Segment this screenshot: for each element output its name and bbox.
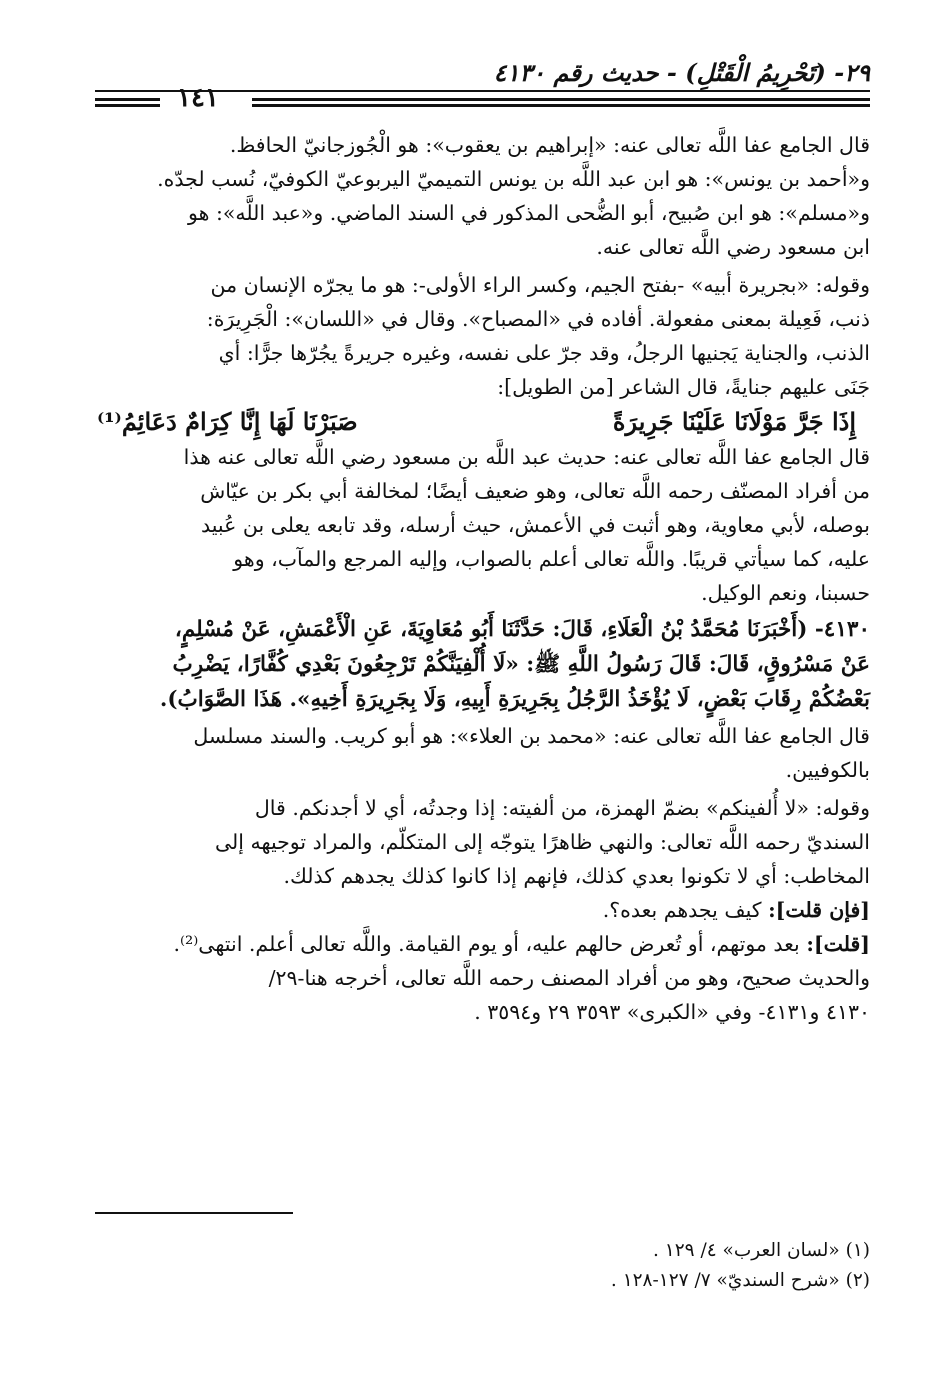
commentary-paragraph-6 [95,961,870,1029]
question-label: [فإن قلت]: [768,898,870,922]
answer-text: بعد موتهم، أو تُعرض حالهم عليه، أو يوم القيامة. واللَّه تعالى أعلم. انتهى⁽²⁾. [173,932,800,956]
text-line: المخاطب: أي لا تكونوا بعدي كذلك، فإنهم إذا كانوا كذلك يجدهم كذلك. [283,864,870,888]
book-page [95,50,870,1350]
text-line: وقوله: «لا أُلفينكم» بضمّ الهمزة، من ألفيته: إذا وجدتُه، أي لا أجدنكم. قال [254,796,870,820]
text-line: حسبنا، ونعم الوكيل. [701,581,870,605]
text-line: ابن مسعود رضي اللَّه تعالى عنه. [596,235,870,259]
answer-line [95,927,870,961]
text-line: و«مسلم»: هو ابن صُبيح، أبو الضُّحى المذكور في السند الماضي. و«عبد اللَّه»: هو [188,201,870,225]
text-line: قال الجامع عفا اللَّه تعالى عنه: «إبراهيم بن يعقوب»: هو الْجُوزجانيّ الحافظ. [229,133,870,157]
text-line: وقوله: «بجريرة أبيه» -بفتح الجيم، وكسر الراء الأولى-: هو ما يجرّه الإنسان من [210,273,870,297]
text-line: الذنب، والجناية يَجنيها الرجلُ، وقد جرّ على نفسه، وغيره جريرةً يجُرّها جرًّا: أي [218,341,870,365]
header-rule-left [95,98,160,101]
text-line: بوصله، لأبي معاوية، وهو أثبت في الأعمش، حيث أرسله، وقد تابعه يعلى بن عُبيد [200,513,870,537]
header-rule-right [252,98,870,101]
commentary-paragraph-1 [95,128,870,264]
text-line: بالكوفيين. [785,758,870,782]
text-line: عليه، كما سيأتي قريبًا. واللَّه تعالى أعلم بالصواب، وإليه المرجع والمآب، وهو [233,547,870,571]
page-number: ١٤١ [177,83,219,113]
text-line: ٤١٣٠ و٤١٣١- وفي «الكبرى» ٣٥٩٣ ٢٩ و٣٥٩٤ . [474,1000,870,1024]
footnote-2: (٢) «شرح السنديّ» ٧/ ١٢٧-١٢٨ . [610,1270,870,1291]
commentary-paragraph-3 [95,440,870,610]
text-line: قال الجامع عفا اللَّه تعالى عنه: حديث عبد اللَّه بن مسعود رضي اللَّه تعالى عنه هذا [183,445,870,469]
chapter-title: ٢٩- (تَحْرِيمُ الْقَتْلِ) - حديث رقم ٤١٣٠ [493,58,870,87]
answer-label: [قلت]: [806,932,870,956]
text-line: والحديث صحيح، وهو من أفراد المصنف رحمه اللَّه تعالى، أخرجه هنا-٢٩/ [268,966,870,990]
hadith-text [95,612,870,717]
commentary-paragraph-4 [95,719,870,787]
text-line: جَنَى عليهم جنايةً، قال الشاعر [من الطويل]: [497,375,870,399]
text-line: السنديّ رحمه اللَّه تعالى: والنهي ظاهرًا يتوجّه إلى المتكلّم، والمراد توجيهه إلى [214,830,870,854]
text-line: من أفراد المصنّف رحمه اللَّه تعالى، وهو ضعيف أيضًا؛ لمخالفة أبي بكر بن عيّاش [200,479,870,503]
footnote-separator [95,1212,293,1214]
hadith-line: ٤١٣٠- (أَخْبَرَنَا مُحَمَّدُ بْنُ الْعَلَاءِ، قَالَ: حَدَّثَنَا أَبُو مُعَاوِيَةَ، عَنِ الْأَعْمَشِ، عَنْ مُسْلِمٍ، [174,617,870,642]
footnotes [95,1236,870,1296]
header-double-rule [95,83,870,113]
hadith-line: عَنْ مَسْرُوقٍ، قَالَ: قَالَ رَسُولُ اللَّهِ ﷺ: «لَا أُلْفِيَنَّكُمْ تَرْجِعُونَ بَعْدِي كُفَّارًا، يَضْرِبُ [172,652,870,677]
question-text: كيف يجدهم بعده؟. [602,898,762,922]
footnote-1: (١) «لسان العرب» ٤/ ١٢٩ . [653,1240,870,1261]
page-body [95,128,870,1029]
text-line: قال الجامع عفا اللَّه تعالى عنه: «محمد بن العلاء»: هو أبو كريب. والسند مسلسل [193,724,870,748]
verse-second-hemistich: صَبَرْنَا لَهَا إِنَّا كِرَامٌ دَعَائِمُ⁽¹⁾ [97,407,358,436]
poetry-verse [95,404,870,440]
question-line [95,893,870,927]
verse-first-hemistich: إِذَا جَرَّ مَوْلَانَا عَلَيْنَا جَرِيرَةً [612,407,856,436]
commentary-paragraph-2 [95,268,870,404]
commentary-paragraph-5 [95,791,870,893]
hadith-line: بَعْضُكُمْ رِقَابَ بَعْضٍ، لَا يُؤْخَذُ الرَّجُلُ بِجَرِيرَةِ أَبِيهِ، وَلَا بِجَرِيرَةِ أَخِيهِ». هَذَا الصَّوَابُ). [159,687,870,712]
text-line: ذنب، فَعِيلة بمعنى مفعولة. أفاده في «المصباح». وقال في «اللسان»: الْجَرِيرَة: [206,307,870,331]
text-line: و«أحمد بن يونس»: هو ابن عبد اللَّه بن يونس التميميّ اليربوعيّ الكوفيّ، نُسب لجدّه. [157,167,870,191]
